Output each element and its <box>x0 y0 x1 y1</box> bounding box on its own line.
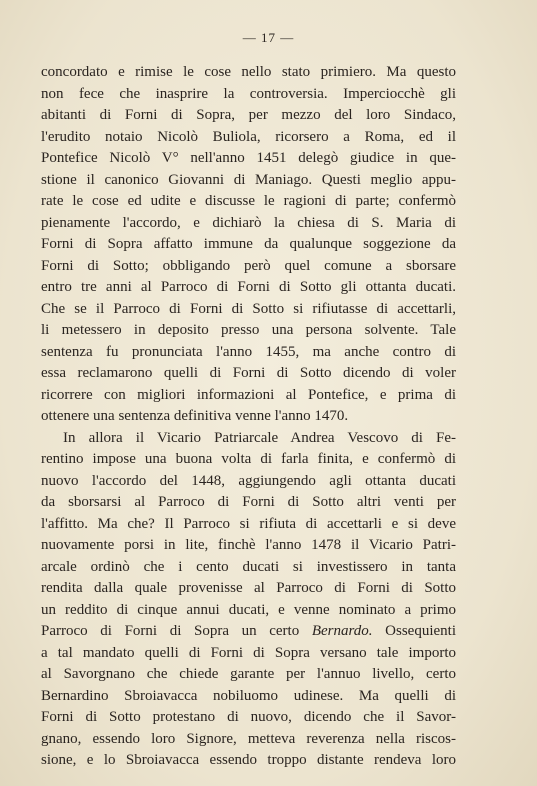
text-line: sione, e lo Sbroiavacca essendo troppo distante rendeva loro <box>41 752 456 768</box>
text-line: Bernardino Sbroiavacca nobiluomo udinese. Ma quelli di <box>41 687 456 704</box>
text-line: Che se il Parroco di Forni di Sotto si rifiutasse di accettarli, <box>41 300 456 317</box>
paragraph-1 <box>41 62 456 428</box>
text-fragment: Ossequienti <box>385 623 456 639</box>
text-line: concordato e rimise le cose nello stato primiero. Ma questo <box>41 64 456 80</box>
text-line: gnano, essendo loro Signore, metteva reverenza nella riscos- <box>41 730 456 747</box>
text-line: l'erudito notaio Nicolò Buliola, ricorsero a Roma, ed il <box>41 128 456 145</box>
text-line: In allora il Vicario Patriarcale Andrea Vescovo di Fe- <box>63 429 456 446</box>
text-line: stione il canonico Giovanni di Maniago. Questi meglio appu- <box>41 171 456 188</box>
text-line: rentino impose una buona volta di farla finita, e confermò di <box>41 451 456 467</box>
text-line: sentenza fu pronunciata l'anno 1455, ma anche contro di <box>41 343 456 360</box>
text-line: abitanti di Forni di Sopra, per mezzo del loro Sindaco, <box>41 107 456 123</box>
text-line: Forni di Sotto protestano di nuovo, dicendo che il Savor- <box>41 709 456 725</box>
text-line: Forni di Sopra affatto immune da qualunque soggezione da <box>41 236 456 252</box>
text-line: un reddito di cinque annui ducati, e venne nominato a primo <box>41 601 456 618</box>
text-line: Forni di Sotto; obbligando però quel comune a sborsare <box>41 257 456 274</box>
text-line: rate le cose ed udite e discusse le ragioni di parte; confermò <box>41 193 456 209</box>
text-line: entro tre anni al Parroco di Forni di Sotto gli ottanta ducati. <box>41 279 456 295</box>
text-line: a tal mandato quelli di Forni di Sopra versano tale importo <box>41 644 456 661</box>
text-line: Pontefice Nicolò V° nell'anno 1451 delegò giudice in que- <box>41 150 456 166</box>
text-line: non fece che inasprire la controversia. Imperciocchè gli <box>41 85 456 102</box>
text-line: ottenere una sentenza definitiva venne l'anno 1470. <box>41 408 349 424</box>
text-line: pienamente l'accordo, e dichiarò la chiesa di S. Maria di <box>41 214 456 231</box>
body-text <box>41 62 456 772</box>
text-line: nuovo l'accordo del 1448, aggiungendo agli ottanta ducati <box>41 472 456 489</box>
text-line: al Savorgnano che chiede garante per l'annuo livello, certo <box>41 666 456 682</box>
text-line: da sborsarsi al Parroco di Forni di Sotto altri venti per <box>41 494 456 510</box>
text-line: nuovamente porsi in lite, finchè l'anno 1478 il Vicario Patri- <box>41 537 456 553</box>
text-line: arcale ordinò che i cento ducati si investissero in tanta <box>41 558 456 575</box>
text-line: l'affitto. Ma che? Il Parroco si rifiuta di accettarli e si deve <box>41 515 456 532</box>
page-number: — 17 — <box>242 30 295 45</box>
italic-name: Bernardo. <box>311 623 373 639</box>
text-fragment: Parroco di Forni di Sopra un certo <box>41 623 300 639</box>
text-line: li metessero in deposito presso una persona solvente. Tale <box>41 322 456 338</box>
text-line: rendita dalla quale provenisse al Parroco di Forni di Sotto <box>41 580 456 596</box>
paragraph-2 <box>41 428 456 772</box>
text-line: ricorrere con migliori informazioni al Pontefice, e prima di <box>41 386 456 403</box>
text-line-with-italic <box>41 621 456 643</box>
text-line: essa reclamarono quelli di Forni di Sotto dicendo di voler <box>41 365 456 381</box>
